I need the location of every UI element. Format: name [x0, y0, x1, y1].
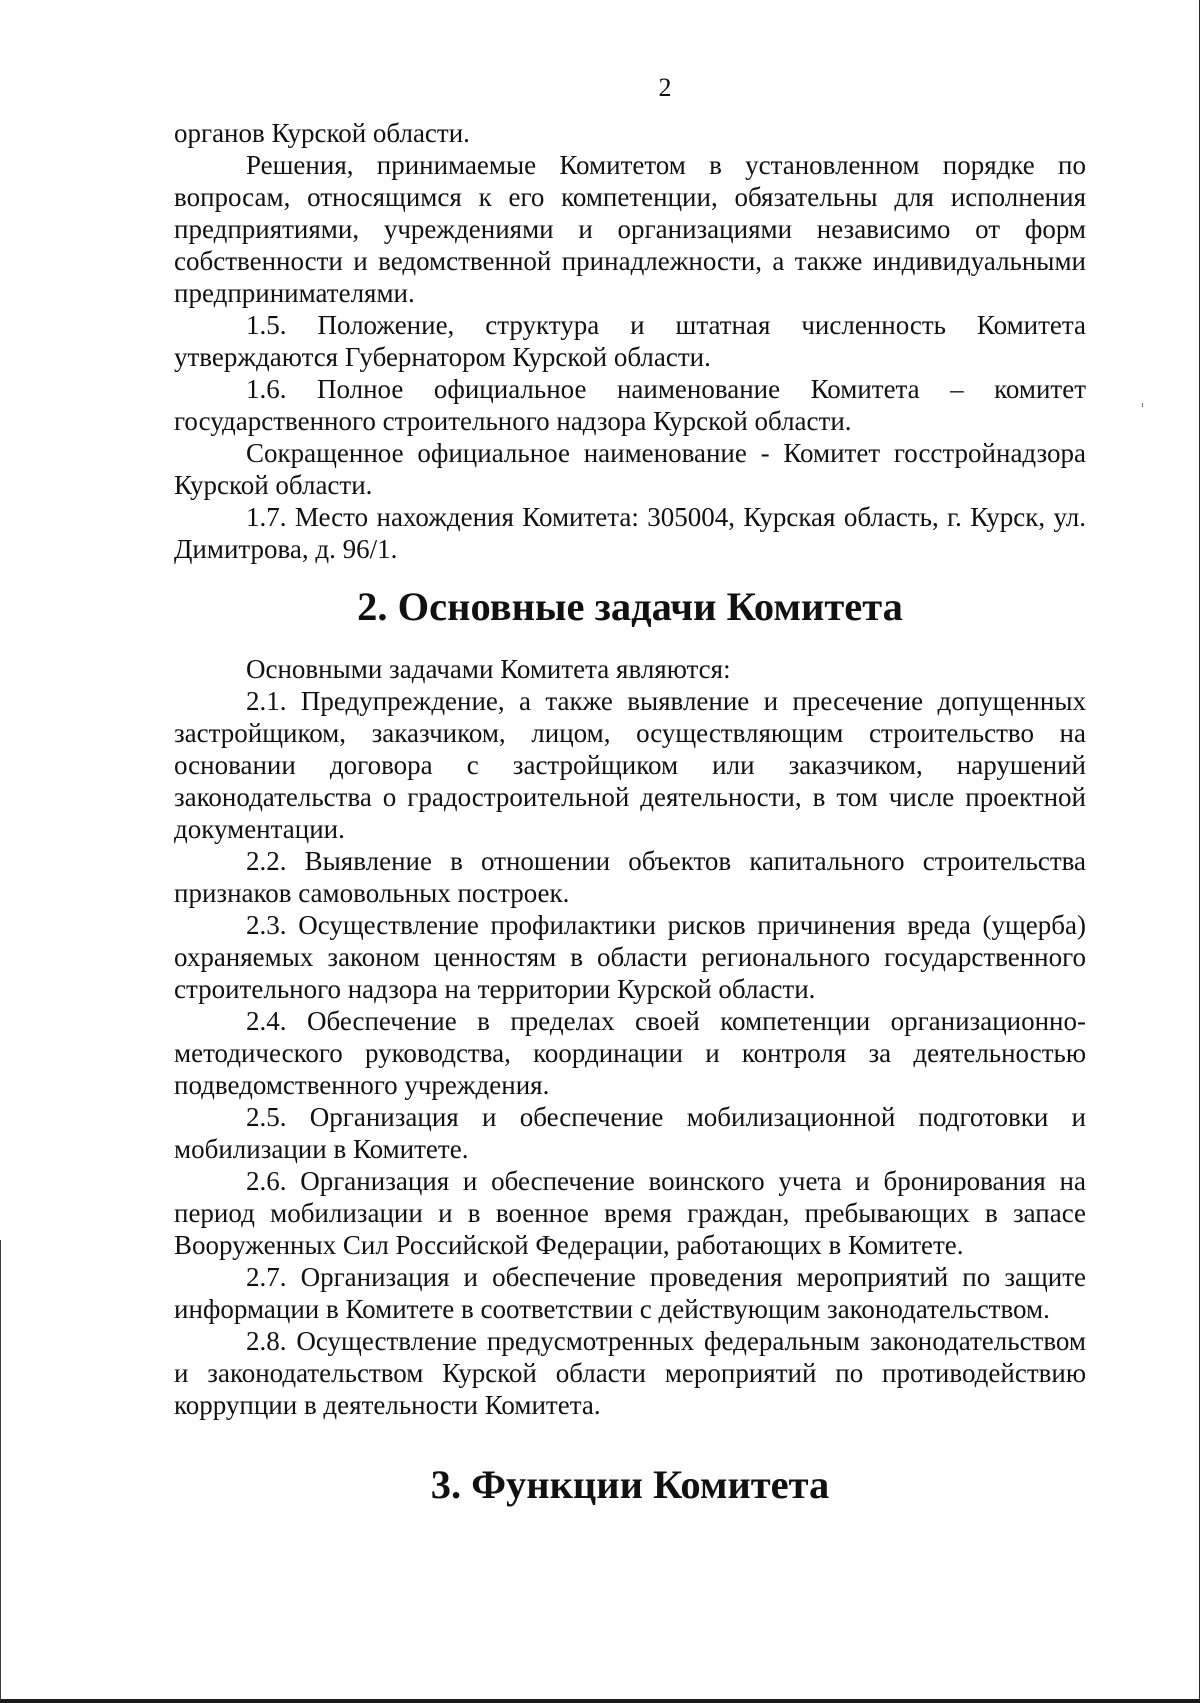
section-3-heading: 3. Функции Комитета	[430, 1462, 830, 1507]
item-2-2: 2.2. Выявление в отношении объектов капитального строительства признаков самовольных построек.	[174, 846, 1086, 908]
paragraph-1-7: 1.7. Место нахождения Комитета: 305004, Курская область, г. Курск, ул. Димитрова, д. 96/1.	[174, 502, 1086, 564]
section-2-intro: Основными задачами Комитета являются:	[246, 654, 731, 684]
scan-speck	[1142, 403, 1143, 407]
paragraph-decisions: Решения, принимаемые Комитетом в установленном порядке по вопросам, относящимся к его компетенции, обязательны для исполнения предприятиями, учреждениями и организациями независимо от форм собственности и ведомственной принадлежности, а также индивидуальными предпринимателями.	[174, 150, 1086, 308]
item-2-3: 2.3. Осуществление профилактики рисков причинения вреда (ущерба) охраняемых законом ценностям в области регионального государственного строительного надзора на территории Курской области.	[174, 910, 1086, 1004]
paragraph-short-name: Сокращенное официальное наименование - Комитет госстройнадзора Курской области.	[174, 438, 1086, 500]
section-2-heading: 2. Основные задачи Комитета	[357, 584, 903, 629]
paragraph-1-6: 1.6. Полное официальное наименование Комитета – комитет государственного строительного надзора Курской области.	[174, 374, 1086, 436]
scan-border-bottom	[0, 1699, 1200, 1703]
document-body	[174, 117, 1086, 1507]
item-2-6: 2.6. Организация и обеспечение воинского учета и бронирования на период мобилизации и в военное время граждан, пребывающих в запасе Вооруженных Сил Российской Федерации, работающих в Комитете.	[174, 1166, 1086, 1260]
item-2-8: 2.8. Осуществление предусмотренных федеральным законодательством и законодательством Курской области мероприятий по противодействию коррупции в деятельности Комитета.	[174, 1326, 1086, 1420]
page-number: 2	[658, 73, 672, 102]
item-2-7: 2.7. Организация и обеспечение проведения мероприятий по защите информации в Комитете в соответствии с действующим законодательством.	[174, 1262, 1086, 1324]
scan-border-left	[0, 1240, 1, 1700]
item-2-4: 2.4. Обеспечение в пределах своей компетенции организационно-методического руководства, координации и контроля за деятельностью подведомственного учреждения.	[174, 1006, 1086, 1100]
paragraph-1-5: 1.5. Положение, структура и штатная численность Комитета утверждаются Губернатором Курской области.	[174, 310, 1086, 372]
item-2-5: 2.5. Организация и обеспечение мобилизационной подготовки и мобилизации в Комитете.	[174, 1102, 1086, 1164]
paragraph-continuation: органов Курской области.	[174, 118, 470, 148]
item-2-1: 2.1. Предупреждение, а также выявление и пресечение допущенных застройщиком, заказчиком, лицом, осуществляющим строительство на основании договора с застройщиком или заказчиком, нарушений законодательства о градостроительной деятельности, в том числе проектной документации.	[174, 686, 1086, 844]
